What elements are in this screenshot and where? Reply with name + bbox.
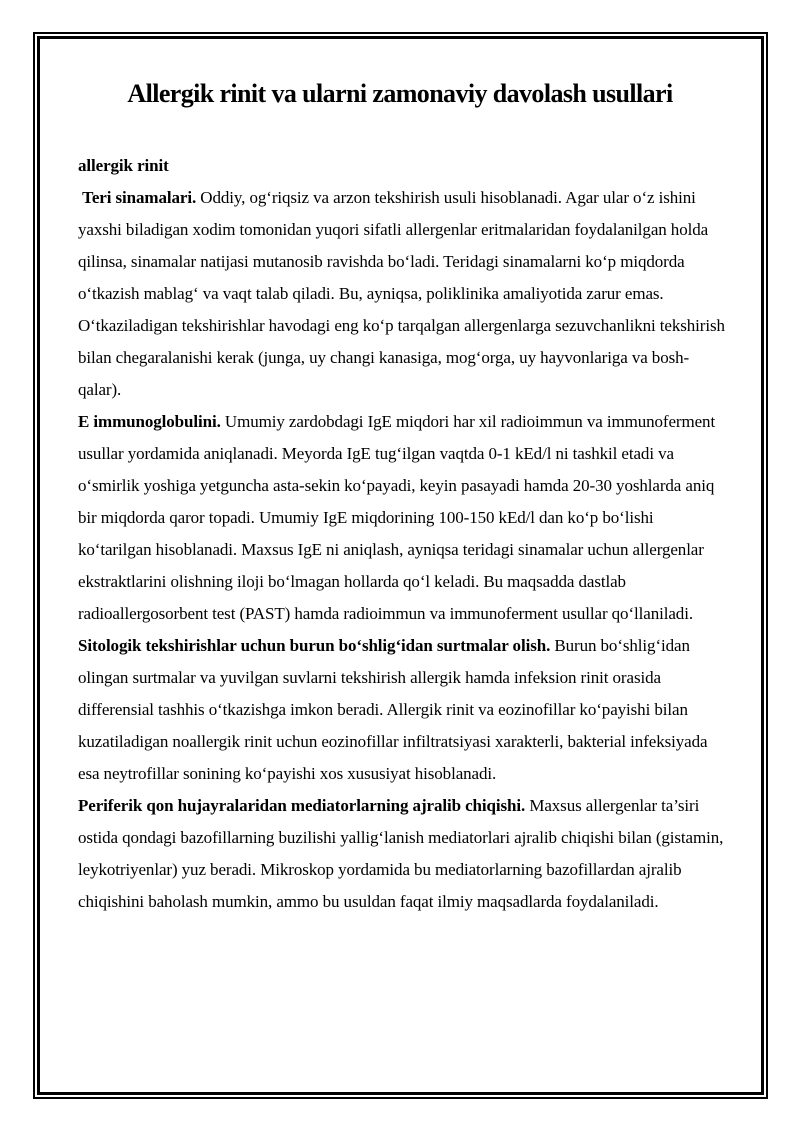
paragraph-immunoglobulin bbox=[78, 406, 728, 630]
document-body bbox=[78, 150, 728, 918]
page-title: Allergik rinit va ularni zamonaviy davolash usullari bbox=[127, 79, 673, 108]
paragraph-text: Oddiy, og‘riqsiz va arzon tekshirish usuli hisoblanadi. Agar ular o‘z ishini yaxshi biladigan xodim tomonidan yuqori sifatli allergenlar eritmalaridan foydalanilgan holda qilinsa, sinamalar natijasi mutanosib ravishda bo‘ladi. Teridagi sinamalarni ko‘p miqdorda o‘tkazish mablag‘ va vaqt talab qiladi. Bu, ayniqsa, poliklinika amaliyotida zarur emas. O‘tkaziladigan tekshirishlar havodagi eng ko‘p tarqalgan allergenlarga sezuvchanlikni tekshirish bilan chegaralanishi kerak (junga, uy changi kanasiga, mog‘orga, uy hayvonlariga va bosh-qalar). bbox=[78, 188, 725, 399]
paragraph-text: Burun bo‘shlig‘idan olingan surtmalar va yuvilgan suvlarni tekshirish allergik hamda infeksion rinit orasida differensial tashhis o‘tkazishga imkon beradi. Allergik rinit va eozinofillar ko‘payishi bilan kuzatiladigan noallergik rinit uchun eozinofillar infiltratsiyasi xarakterli, bakterial infeksiyada esa neytrofillar sonining ko‘payishi xos xususiyat hisoblanadi. bbox=[78, 636, 708, 783]
paragraph-lead: Sitologik tekshirishlar uchun burun bo‘shlig‘idan surtmalar olish. bbox=[78, 636, 551, 655]
paragraph-lead: Teri sinamalari. bbox=[82, 188, 197, 207]
paragraph-skin-tests bbox=[78, 182, 728, 406]
paragraph-lead: Periferik qon hujayralaridan mediatorlarning ajralib chiqishi. bbox=[78, 796, 526, 815]
paragraph-cytology bbox=[78, 630, 728, 790]
paragraph-text: Umumiy zardobdagi IgE miqdori har xil radioimmun va immunoferment usullar yordamida aniqlanadi. Meyorda IgE tug‘ilgan vaqtda 0-1 kEd/l ni tashkil etadi va o‘smirlik yoshiga yetguncha asta-sekin ko‘payadi, keyin pasayadi hamda 20-30 yoshlarda aniq bir miqdorda qaror topadi. Umumiy IgE miqdorining 100-150 kEd/l dan ko‘p bo‘lishi ko‘tarilgan hisoblanadi. Maxsus IgE ni aniqlash, ayniqsa teridagi sinamalar uchun allergenlar ekstraktlarini olishning iloji bo‘lmagan hollarda qo‘l keladi. Bu maqsadda dastlab radioallergosorbent test (PAST) hamda radioimmun va immunoferment usullar qo‘llaniladi. bbox=[78, 412, 716, 623]
paragraph-lead: E immunoglobulini. bbox=[78, 412, 221, 431]
paragraph-text: Maxsus allergenlar ta’siri ostida qondagi bazofillarning buzilishi yallig‘lanish mediatorlari ajralib chiqishi bilan (gistamin, leykotriyenlar) yuz beradi. Mikroskop yordamida bu mediatorlarning bazofillardan ajralib chiqishini baholash mumkin, ammo bu usuldan faqat ilmiy maqsadlarda foydalaniladi. bbox=[78, 796, 724, 911]
paragraph-mediators bbox=[78, 790, 728, 918]
section-heading: allergik rinit bbox=[78, 156, 169, 175]
